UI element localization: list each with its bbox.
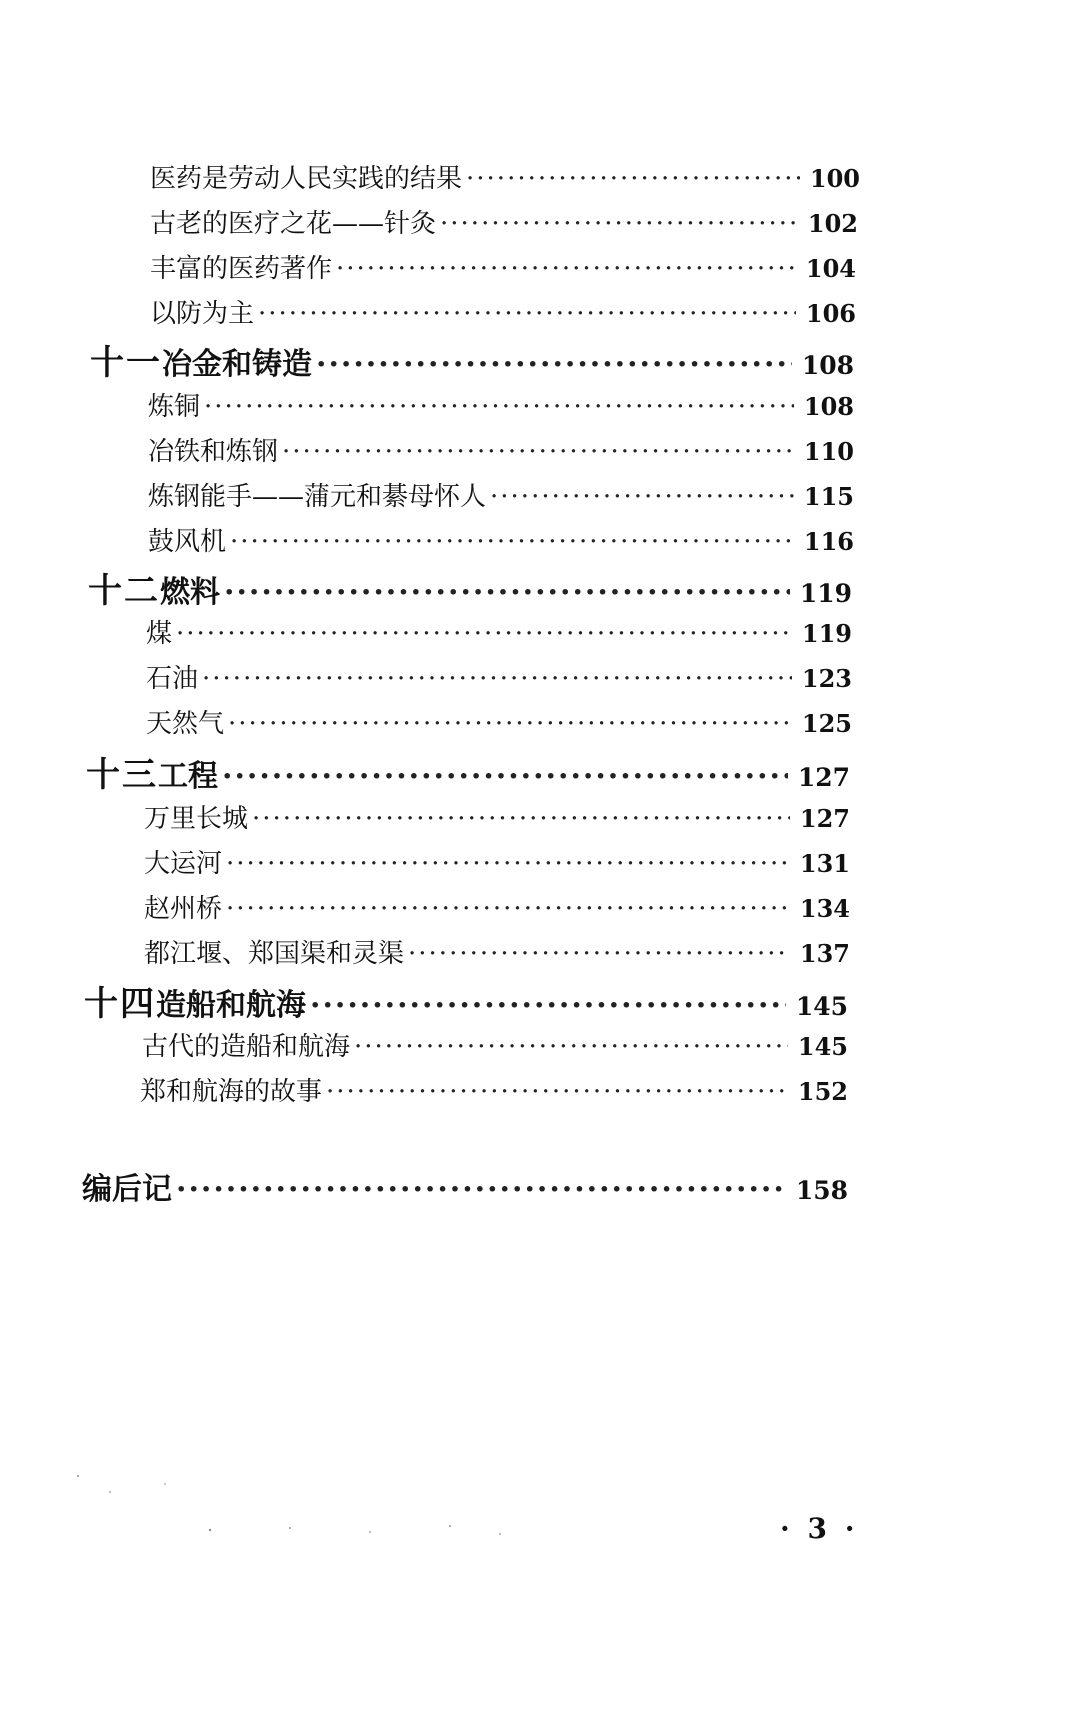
dot-leader xyxy=(176,619,792,649)
chapter-number: 十三 xyxy=(86,755,158,795)
chapter-page: 127 xyxy=(797,763,850,792)
toc-entry-page: 102 xyxy=(807,209,858,238)
toc-entry-page: 123 xyxy=(801,664,852,693)
chapter-number: 十一 xyxy=(90,343,162,383)
toc-entry[interactable] xyxy=(150,293,856,330)
toc-entry[interactable] xyxy=(144,798,850,835)
toc-entry-title: 冶铁和炼钢 xyxy=(148,437,279,467)
dot-leader xyxy=(252,804,790,834)
toc-entry[interactable] xyxy=(142,1026,848,1063)
toc-entry-title: 炼铜 xyxy=(148,392,201,422)
dot-leader xyxy=(224,575,790,610)
dot-leader xyxy=(226,894,790,924)
toc-entry[interactable] xyxy=(150,203,858,240)
dot-leader xyxy=(354,1032,788,1062)
chapter-page: 108 xyxy=(801,351,854,380)
toc-entry-page: 115 xyxy=(803,482,854,511)
toc-entry[interactable] xyxy=(148,386,854,423)
toc-entry[interactable] xyxy=(146,703,852,740)
chapter-page: 119 xyxy=(799,579,852,608)
chapter-title: 工程 xyxy=(158,759,218,794)
toc-chapter[interactable] xyxy=(90,335,854,384)
toc-entry-title: 古代的造船和航海 xyxy=(142,1032,351,1062)
dot-leader xyxy=(440,209,798,239)
toc-entry-page: 134 xyxy=(799,894,850,923)
dot-leader xyxy=(408,939,790,969)
toc-entry-title: 大运河 xyxy=(144,849,223,879)
chapter-page: 145 xyxy=(795,992,848,1021)
dot-leader xyxy=(490,482,794,512)
dot-leader xyxy=(316,347,792,382)
chapter-number: 十二 xyxy=(88,571,160,611)
dot-leader xyxy=(282,437,794,467)
toc-entry-page: 116 xyxy=(803,527,854,556)
toc-entry[interactable] xyxy=(146,613,852,650)
dot-leader xyxy=(228,709,792,739)
toc-entry[interactable] xyxy=(144,888,850,925)
toc-entry-title: 煤 xyxy=(146,619,173,649)
chapter-title: 冶金和铸造 xyxy=(162,347,312,382)
afterword-page: 158 xyxy=(795,1176,848,1205)
toc-entry-title: 石油 xyxy=(146,664,199,694)
toc-chapter[interactable] xyxy=(88,563,852,612)
toc-entry-title: 丰富的医药著作 xyxy=(150,254,333,284)
toc-entry[interactable] xyxy=(150,158,860,195)
dot-leader xyxy=(176,1172,786,1207)
toc-entry-page: 125 xyxy=(801,709,852,738)
toc-entry-title: 赵州桥 xyxy=(144,894,223,924)
toc-entry[interactable] xyxy=(146,658,852,695)
toc-entry-page: 152 xyxy=(797,1077,848,1106)
scan-specks xyxy=(70,1470,570,1550)
dot-leader xyxy=(230,527,794,557)
toc-entry-page: 104 xyxy=(805,254,856,283)
dot-leader xyxy=(204,392,794,422)
toc-entry-title: 炼钢能手——蒲元和綦母怀人 xyxy=(148,482,487,512)
toc-entry-title: 古老的医疗之花——针灸 xyxy=(150,209,437,239)
toc-entry-title: 天然气 xyxy=(146,709,225,739)
dot-leader xyxy=(336,254,796,284)
toc-entry-page: 110 xyxy=(803,437,854,466)
toc-entry[interactable] xyxy=(150,248,856,285)
chapter-title: 燃料 xyxy=(160,575,220,610)
toc-entry-page: 127 xyxy=(799,804,850,833)
chapter-number: 十四 xyxy=(84,984,156,1024)
dot-leader xyxy=(202,664,792,694)
toc-entry[interactable] xyxy=(144,843,850,880)
toc-entry-page: 137 xyxy=(799,939,850,968)
toc-entry[interactable] xyxy=(140,1071,848,1108)
toc-entry-title: 以防为主 xyxy=(150,299,255,329)
toc-entry[interactable] xyxy=(144,933,850,970)
toc-entry-page: 145 xyxy=(797,1032,848,1061)
toc-entry[interactable] xyxy=(148,431,854,468)
dot-leader xyxy=(310,988,786,1023)
toc-entry[interactable] xyxy=(148,476,854,513)
toc-chapter[interactable] xyxy=(84,976,848,1025)
dot-leader xyxy=(326,1077,788,1107)
toc-afterword[interactable] xyxy=(82,1164,848,1208)
dot-leader xyxy=(222,759,788,794)
toc-entry-title: 医药是劳动人民实践的结果 xyxy=(150,164,463,194)
dot-leader xyxy=(226,849,790,879)
toc-entry[interactable] xyxy=(148,521,854,558)
toc-entry-title: 万里长城 xyxy=(144,804,249,834)
toc-entry-page: 119 xyxy=(801,619,852,648)
afterword-title: 编后记 xyxy=(82,1172,172,1207)
toc-entry-title: 都江堰、郑国渠和灵渠 xyxy=(144,939,405,969)
toc-chapter[interactable] xyxy=(86,747,850,796)
toc-entry-title: 郑和航海的故事 xyxy=(140,1077,323,1107)
toc-entry-page: 100 xyxy=(809,164,860,193)
dot-leader xyxy=(258,299,796,329)
toc-entry-page: 106 xyxy=(805,299,856,328)
toc-entry-page: 131 xyxy=(799,849,850,878)
dot-leader xyxy=(466,164,800,194)
page-number: · 3 · xyxy=(780,1512,859,1545)
chapter-title: 造船和航海 xyxy=(156,988,306,1023)
toc-entry-page: 108 xyxy=(803,392,854,421)
toc-entry-title: 鼓风机 xyxy=(148,527,227,557)
